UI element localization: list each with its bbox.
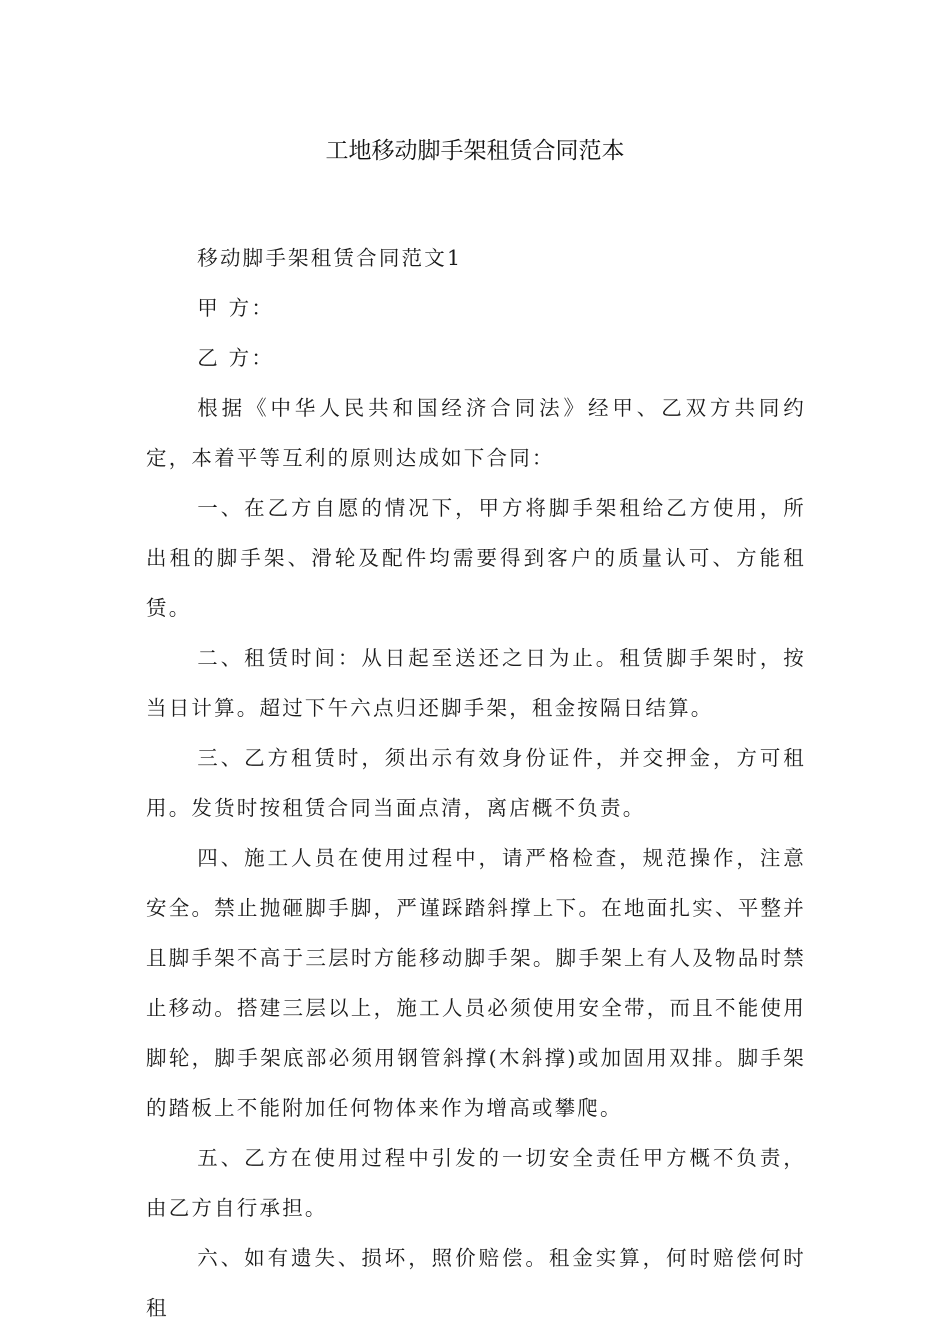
paragraph-party-b: 乙 方： (197, 346, 275, 370)
document-title: 工地移动脚手架租赁合同范本 (325, 138, 625, 164)
document-body (146, 233, 806, 1333)
paragraph-subtitle: 移动脚手架租赁合同范文1 (197, 246, 463, 270)
paragraph-clause-1: 一、在乙方自愿的情况下，甲方将脚手架租给乙方使用，所出租的脚手架、滑轮及配件均需要得到客户的质量认可、方能租赁。 (146, 496, 806, 620)
paragraph-clause-5: 五、乙方在使用过程中引发的一切安全责任甲方概不负责，由乙方自行承担。 (146, 1146, 806, 1220)
paragraph-preamble: 根据《中华人民共和国经济合同法》经甲、乙双方共同约定，本着平等互利的原则达成如下合同： (146, 396, 806, 470)
paragraph-clause-3: 三、乙方租赁时，须出示有效身份证件，并交押金，方可租用。发货时按租赁合同当面点清，离店概不负责。 (146, 746, 806, 820)
paragraph-clause-4: 四、施工人员在使用过程中，请严格检查，规范操作，注意安全。禁止抛砸脚手脚，严谨踩踏斜撑上下。在地面扎实、平整并且脚手架不高于三层时方能移动脚手架。脚手架上有人及物品时禁止移动。搭建三层以上，施工人员必须使用安全带，而且不能使用脚轮，脚手架底部必须用钢管斜撑(木斜撑)或加固用双排。脚手架的踏板上不能附加任何物体来作为增高或攀爬。 (146, 846, 806, 1120)
paragraph-clause-6: 六、如有遗失、损坏，照价赔偿。租金实算，何时赔偿何时租 (146, 1246, 806, 1320)
paragraph-party-a: 甲 方： (197, 296, 275, 320)
paragraph-clause-2: 二、租赁时间：从日起至送还之日为止。租赁脚手架时，按当日计算。超过下午六点归还脚手架，租金按隔日结算。 (146, 646, 806, 720)
